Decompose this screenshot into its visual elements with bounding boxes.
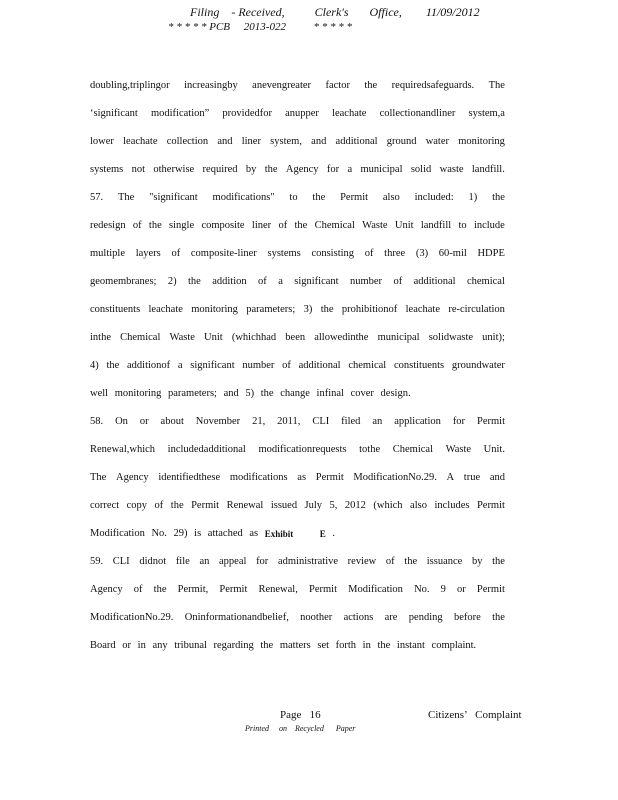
word: Unit	[204, 332, 223, 343]
word: significant	[294, 276, 339, 287]
word: anupper	[285, 108, 319, 119]
word: appeal	[219, 556, 247, 567]
word: application	[394, 416, 441, 427]
word: Renewal	[226, 500, 264, 511]
word: the	[153, 584, 167, 595]
word: the	[492, 192, 505, 203]
word: of	[154, 500, 164, 511]
word: of	[258, 276, 267, 287]
word: leachate	[332, 108, 367, 119]
word: 2012	[344, 500, 366, 511]
paragraph-58-start	[90, 408, 505, 436]
word: requiredsafeguards.	[391, 80, 475, 91]
word: July	[304, 500, 323, 511]
word: Permit	[476, 584, 505, 595]
word: before	[453, 612, 481, 623]
word: ground	[386, 136, 417, 147]
word: doubling,triplingor	[90, 80, 170, 91]
word: three	[384, 248, 406, 259]
word: the	[148, 220, 162, 231]
word: ‘significant	[90, 108, 138, 119]
exhibit-letter: E	[319, 529, 326, 539]
word: Permit	[315, 472, 344, 483]
word: identifiedthese	[158, 472, 221, 483]
word: Permit	[476, 500, 505, 511]
word: leachate	[123, 136, 158, 147]
word: Permit	[308, 584, 337, 595]
word: unit);	[482, 332, 505, 343]
document-body	[90, 72, 505, 660]
word: for	[326, 164, 340, 175]
pcb-number-header: * * * * * PCB 2013-022 * * * * *	[168, 21, 352, 33]
printed-on-recycled-paper: Printed on Recycled Paper	[245, 724, 356, 733]
word: modifications"	[212, 192, 275, 203]
word: (which	[373, 500, 403, 511]
word: waste	[439, 164, 464, 175]
word: 1)	[468, 192, 478, 203]
word: 58.	[90, 416, 104, 427]
text-line	[90, 72, 505, 100]
word: composite	[201, 220, 245, 231]
word: geomembranes;	[90, 276, 157, 287]
word: about	[160, 416, 184, 427]
word: On	[115, 416, 128, 427]
word: a	[278, 276, 283, 287]
text-line	[90, 436, 505, 464]
word: the	[170, 500, 184, 511]
word: (whichhad	[231, 332, 277, 343]
word: Chemical	[392, 444, 433, 455]
word: issuance	[426, 556, 463, 567]
word: (3)	[415, 248, 429, 259]
word: Permit,	[177, 584, 209, 595]
word: A	[446, 472, 455, 483]
word: the	[188, 276, 201, 287]
word: addition	[212, 276, 247, 287]
word: November	[195, 416, 241, 427]
word: constituents	[393, 360, 445, 371]
word: also	[382, 192, 400, 203]
word: tothe	[359, 444, 381, 455]
word: of	[278, 220, 288, 231]
word: Chemical	[120, 332, 161, 343]
page-number: Page 16	[280, 709, 321, 721]
word: noother	[300, 612, 333, 623]
word: and	[311, 136, 327, 147]
word: an	[199, 556, 210, 567]
text-line	[90, 324, 505, 352]
word: allowedinthe	[314, 332, 369, 343]
word: the	[404, 556, 418, 567]
word: municipal	[377, 332, 420, 343]
word: The	[488, 80, 505, 91]
word: Agency	[116, 472, 149, 483]
word: providedfor	[222, 108, 272, 119]
text-line	[90, 128, 505, 156]
word: Permit	[477, 416, 505, 427]
text-line	[90, 352, 505, 380]
text-line	[90, 100, 505, 128]
word: Chemical	[314, 220, 355, 231]
word: by	[245, 164, 257, 175]
word: consisting	[311, 248, 355, 259]
word: solid	[410, 164, 432, 175]
word: significant	[190, 360, 235, 371]
word: for	[452, 416, 466, 427]
word: pending	[408, 612, 443, 623]
word: Unit	[394, 220, 414, 231]
word: and	[489, 472, 505, 483]
word: include	[473, 220, 505, 231]
word: filed	[341, 416, 361, 427]
word: true	[463, 472, 481, 483]
text-line	[90, 464, 505, 492]
word: a	[177, 360, 183, 371]
text-line	[90, 268, 505, 296]
word: of	[282, 360, 291, 371]
word: includes	[434, 500, 470, 511]
word: the	[492, 612, 505, 623]
word: parameters;	[246, 304, 296, 315]
word: Permit	[191, 500, 220, 511]
text-line	[90, 212, 505, 240]
word: included:	[414, 192, 454, 203]
word: "significant	[149, 192, 198, 203]
word: monitoring	[458, 136, 505, 147]
word: re-circulation	[448, 304, 505, 315]
word: systems	[267, 248, 301, 259]
word: Waste	[445, 444, 472, 455]
word: additional	[335, 136, 378, 147]
word: the	[294, 220, 308, 231]
word: modifications	[229, 472, 288, 483]
word: The	[117, 192, 135, 203]
word: 4)	[90, 360, 99, 371]
word: Oninformationandbelief,	[184, 612, 289, 623]
word: review	[347, 556, 377, 567]
word: groundwater	[451, 360, 505, 371]
word: not	[131, 164, 146, 175]
word: chemical	[466, 276, 505, 287]
word: chemical	[348, 360, 387, 371]
word: 57.	[90, 192, 104, 203]
word: or	[457, 584, 466, 595]
word: additional	[298, 360, 341, 371]
word: 60-mil	[438, 248, 467, 259]
word: 3)	[303, 304, 313, 315]
word: collection	[166, 136, 209, 147]
text-line: well monitoring parameters; and 5) the change infinal cover design.	[90, 388, 411, 399]
word: of	[133, 584, 143, 595]
exhibit-line	[90, 520, 505, 548]
word: issued	[270, 500, 298, 511]
exhibit-line-text: Modification No. 29) is attached as	[90, 528, 259, 539]
word: factor	[325, 80, 350, 91]
word: the	[320, 304, 334, 315]
word: solidwaste	[428, 332, 474, 343]
word: modificationrequests	[258, 444, 347, 455]
word: of	[171, 248, 181, 259]
word: multiple	[90, 248, 125, 259]
word: by	[471, 556, 483, 567]
word: are	[384, 612, 398, 623]
word: the	[264, 164, 278, 175]
word: prohibitionof	[341, 304, 398, 315]
paragraph-59-start	[90, 548, 505, 576]
text-line: Board or in any tribunal regarding the matters set forth in the instant complaint.	[90, 640, 477, 651]
word: inthe	[90, 332, 111, 343]
word: as	[297, 472, 307, 483]
word: liner	[241, 136, 261, 147]
word: ModificationNo.29.	[353, 472, 437, 483]
word: system,	[270, 136, 302, 147]
word: the	[312, 192, 326, 203]
word: system,a	[468, 108, 505, 119]
word: also	[410, 500, 427, 511]
word: Permit	[340, 192, 369, 203]
word: systems	[90, 164, 124, 175]
word: Unit.	[483, 444, 505, 455]
word: copy	[126, 500, 148, 511]
word: of	[385, 556, 395, 567]
word: been	[285, 332, 306, 343]
word: Modification	[348, 584, 403, 595]
word: constituents	[90, 304, 141, 315]
word: includedadditional	[167, 444, 246, 455]
word: Waste	[169, 332, 195, 343]
paragraph-57-start	[90, 184, 505, 212]
word: No.	[414, 584, 430, 595]
word: 21,	[252, 416, 266, 427]
text-line	[90, 604, 505, 632]
word: collectionandliner	[379, 108, 456, 119]
word: landfill.	[471, 164, 505, 175]
word: for	[256, 556, 269, 567]
word: number	[242, 360, 275, 371]
word: single	[169, 220, 195, 231]
word: otherwise	[153, 164, 195, 175]
word: 59.	[90, 556, 104, 567]
word: Renewal,	[258, 584, 298, 595]
word: to	[458, 220, 467, 231]
word: redesign	[90, 220, 126, 231]
word: CLI	[112, 556, 130, 567]
word: or	[139, 416, 149, 427]
word: modification”	[150, 108, 210, 119]
word: the	[492, 556, 505, 567]
word: additional	[413, 276, 456, 287]
word: a	[347, 164, 353, 175]
text-line	[90, 576, 505, 604]
document-title-footer: Citizens’ Complaint	[428, 709, 522, 721]
word: Agency	[285, 164, 319, 175]
word: layers	[135, 248, 161, 259]
word: administrative	[277, 556, 339, 567]
word: 9	[440, 584, 446, 595]
word: required	[202, 164, 238, 175]
word: the	[364, 80, 378, 91]
word: additionof	[127, 360, 171, 371]
word: water	[425, 136, 450, 147]
word: didnot	[139, 556, 167, 567]
word: Agency	[90, 584, 123, 595]
word: number	[349, 276, 383, 287]
word: anevengreater	[252, 80, 312, 91]
word: Permit	[219, 584, 248, 595]
word: 2)	[167, 276, 177, 287]
word: actions	[343, 612, 374, 623]
word: the	[106, 360, 120, 371]
word: 2011,	[277, 416, 301, 427]
word: to	[289, 192, 298, 203]
word: ModificationNo.29.	[90, 612, 174, 623]
word: of	[364, 248, 374, 259]
word: file	[175, 556, 190, 567]
word: The	[90, 472, 107, 483]
word: composite-liner	[190, 248, 257, 259]
word: landfill	[420, 220, 452, 231]
word: an	[372, 416, 383, 427]
text-line	[90, 240, 505, 268]
word: correct	[90, 500, 120, 511]
word: lower	[90, 136, 114, 147]
word: HDPE	[477, 248, 505, 259]
exhibit-period: .	[332, 528, 336, 539]
text-line	[90, 296, 505, 324]
word: and	[217, 136, 233, 147]
word: of	[132, 220, 142, 231]
word: increasingby	[184, 80, 238, 91]
text-line	[90, 156, 505, 184]
word: Waste	[362, 220, 388, 231]
word: monitoring	[191, 304, 238, 315]
text-line	[90, 492, 505, 520]
word: 5,	[329, 500, 338, 511]
exhibit-label: Exhibit	[264, 529, 294, 539]
word: leachate	[148, 304, 183, 315]
word: Renewal,which	[90, 444, 156, 455]
filing-header: Filing - Received, Clerk's Office, 11/09/2012	[190, 5, 480, 19]
word: liner	[251, 220, 272, 231]
word: municipal	[360, 164, 403, 175]
word: of	[393, 276, 403, 287]
word: CLI	[312, 416, 330, 427]
word: leachate	[405, 304, 441, 315]
